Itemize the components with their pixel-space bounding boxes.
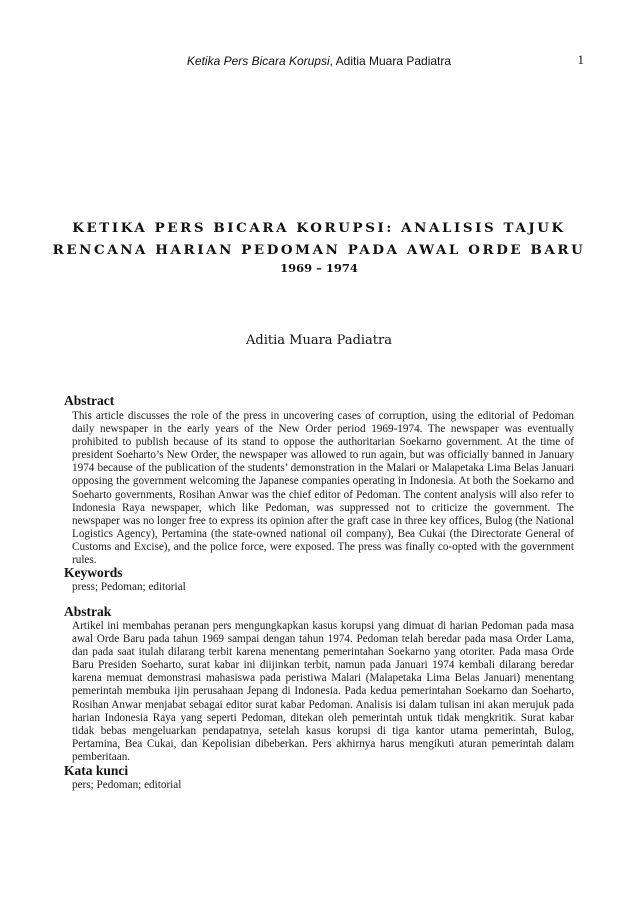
abstrak-text: Artikel ini membahas peranan pers mengungkapkan kasus korupsi yang dimuat di harian Pedoman pada masa awal Orde Baru pada tahun 1969 sampai dengan tahun 1974. Pedoman telah beredar pada masa Order Lama, dan pada saat itulah dilarang terbit karena menentang pemerintahan Soekarno yang otoriter. Pada masa Orde Baru Presiden Soeharto, surat kabar ini diijinkan terbit, namun pada Januari 1974 kembali dilarang beredar karena memuat demonstrasi mahasiswa pada peristiwa Malari (Malapetaka Lima Belas Januari) menentang pemerintah membuka ijin perusahaan Jepang di Indonesia. Pada kedua pemerintahan Soekarno dan Soeharto, Rosihan Anwar menjabat sebagai editor surat kabar Pedoman. Analisis isi dalam tulisan ini akan merujuk pada harian Indonesia Raya yang seperti Pedoman, ditekan oleh pemerintah untuk tidak mengkritik. Surat kabar tidak bebas mengeluarkan pendapatnya, setelah kasus korupsi di tiga kantor utama pemerintah, Bulog, Pertamina, Bea Cukai, dan Kepolisian dibeberkan. Pers akhirnya harus mengikuti aturan pemerintah dalam pemberitaan. [72, 620, 574, 763]
paper-title [50, 217, 588, 261]
running-author: , Aditia Muara Padiatra [329, 54, 452, 68]
title-years: 1969 – 1974 [280, 261, 358, 275]
abstract-heading: Abstract [64, 393, 115, 408]
running-title: Ketika Pers Bicara Korupsi [186, 54, 330, 68]
title-line-2: RENCANA HARIAN PEDOMAN PADA AWAL ORDE BARU [52, 242, 586, 258]
title-line-1: KETIKA PERS BICARA KORUPSI: ANALISIS TAJUK [72, 220, 566, 236]
page-number: 1 [577, 52, 584, 67]
abstract-text: This article discusses the role of the press in uncovering cases of corruption, using the editorial of Pedoman daily newspaper in the early years of the New Order period 1969-1974. The newspaper was eventually prohibited to publish because of its stand to oppose the authoritarian Soekarno government. At the time of president Soeharto’s New Order, the newspaper was allowed to run again, but was officially banned in January 1974 because of the publication of the students’ demonstration in the Malari or Malapetaka Lima Belas Januari opposing the government welcoming the Japanese companies operating in Indonesia. At both the Soekarno and Soeharto governments, Rosihan Anwar was the chief editor of Pedoman. The content analysis will also refer to Indonesia Raya newspaper, which like Pedoman, was suppressed not to criticize the government. The newspaper was no longer free to express its opinion after the graft case in three key offices, Bulog (the National Logistics Agency), Pertamina (the state-owned national oil company), Bea Cukai (the Directorate General of Customs and Excise), and the police force, were exposed. The press was finally co-opted with the government rules. [72, 410, 574, 567]
abstrak-heading: Abstrak [64, 604, 112, 619]
running-header [100, 54, 538, 68]
kata-kunci-text: pers; Pedoman; editorial [72, 779, 182, 791]
author-name: Aditia Muara Padiatra [246, 333, 392, 348]
kata-kunci-heading: Kata kunci [64, 763, 129, 778]
keywords-heading: Keywords [64, 565, 123, 580]
keywords-text: press; Pedoman; editorial [72, 581, 186, 593]
